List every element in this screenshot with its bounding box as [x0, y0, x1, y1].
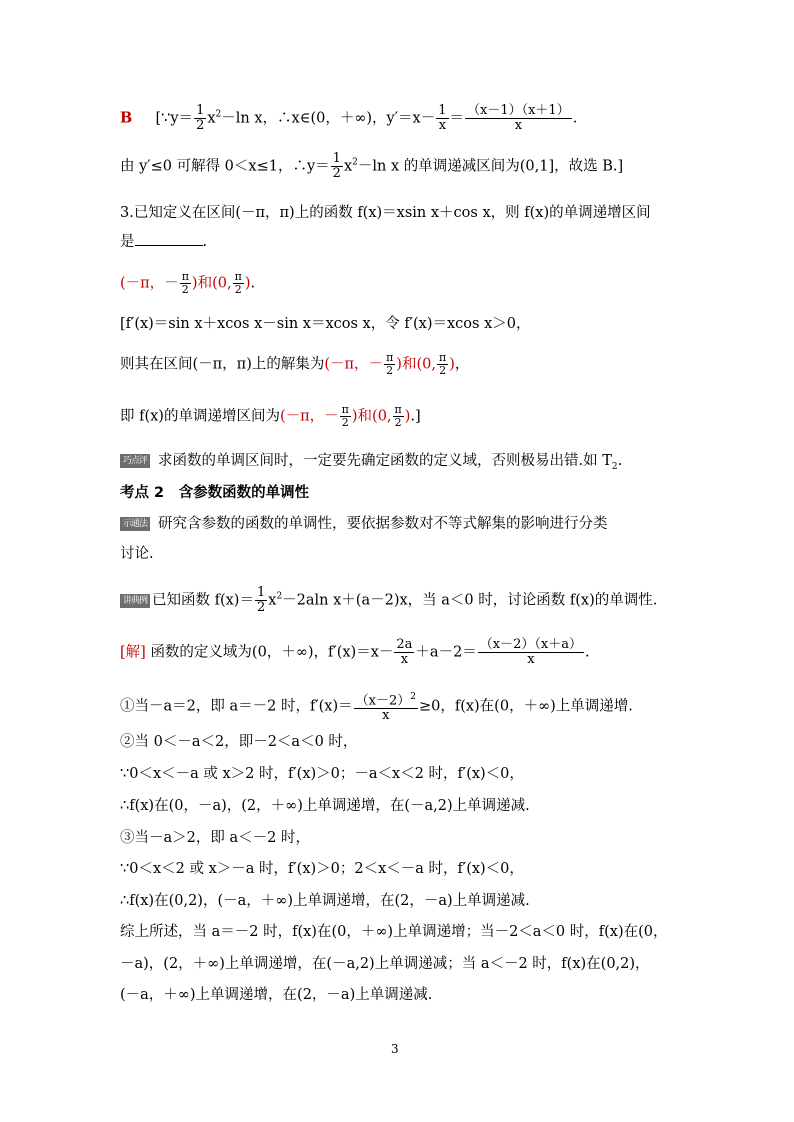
- text-run: ＝: [449, 110, 464, 127]
- denominator: 2: [437, 364, 448, 377]
- denominator: x: [465, 118, 572, 133]
- fraction-pi-over-2: [384, 352, 395, 377]
- text-run: .: [617, 453, 623, 469]
- exponent: 2: [410, 692, 416, 702]
- numerator: 1: [438, 103, 447, 118]
- exponent: 2: [276, 591, 283, 602]
- text-run: 函数的定义域为(0，＋∞)，f′(x)＝x－: [150, 644, 394, 661]
- text-run: .: [250, 275, 256, 292]
- case-3-line-2: ∵0＜x＜2 或 x＞－a 时，f′(x)＞0；2＜x＜－a 时，f′(x)＜0，: [120, 861, 524, 877]
- text-run: )和(0,: [396, 356, 436, 373]
- page-number: 3: [391, 1042, 399, 1056]
- method-line-1: [120, 515, 608, 533]
- numerator: 2a: [396, 637, 413, 652]
- numerator: π: [181, 270, 189, 283]
- text-run: 则其在区间(－π，π)上的解集为: [120, 356, 325, 373]
- denominator: 2: [196, 118, 205, 133]
- text-run: (－π，－: [120, 275, 179, 292]
- fraction-half: [255, 586, 267, 615]
- q3-stem-line-1: 3.已知定义在区间(－π，π)上的函数 f(x)＝xsin x＋cos x，则 f(x)的单调递增区间: [120, 205, 651, 221]
- text-run: 研究含参数的函数的单调性，要依据参数对不等式解集的影响进行分类: [158, 516, 608, 532]
- fraction-derivative: [465, 104, 572, 133]
- summary-line-1: 综上所述，当 a＝－2 时，f(x)在(0，＋∞)上单调递增；当－2＜a＜0 时，f(x)在(0，: [120, 924, 668, 940]
- q2-solution-line-1: [120, 104, 577, 133]
- fraction-pi-over-2: [393, 404, 404, 429]
- exponent: 2: [215, 109, 222, 120]
- q2-solution-line-2: [120, 152, 623, 181]
- denominator: 2: [180, 283, 191, 296]
- fraction-pi-over-2: [437, 352, 448, 377]
- solution-tag: [解]: [120, 644, 146, 661]
- case-3-line-3: ∴f(x)在(0,2)，(－a，＋∞)上单调递增，在(2，－a)上单调递减.: [120, 893, 530, 909]
- denominator: x: [354, 708, 418, 723]
- text-run: .: [572, 110, 578, 127]
- numerator: 1: [256, 585, 266, 600]
- example-line: [120, 586, 657, 615]
- text-run: 由 y′≤0 可解得 0＜x≤1，∴y＝: [120, 158, 330, 175]
- summary-line-3: (－a，＋∞)上单调递增，在(2，－a)上单调递减.: [120, 987, 433, 1003]
- numerator: （x－2）（x＋a）: [479, 637, 582, 652]
- text-run: (－π，－: [279, 408, 339, 425]
- solution-line-1: [120, 638, 590, 667]
- text-run: (－π，－: [324, 356, 384, 373]
- numerator: π: [386, 351, 394, 364]
- text-run: 求函数的单调区间时，一定要先确定函数的定义域，否则极易出错.如 T: [158, 453, 612, 469]
- method-badge-icon: 示通法: [120, 517, 150, 531]
- case-2-line-2: ∵0＜x＜－a 或 x＞2 时，f′(x)＞0；－a＜x＜2 时，f′(x)＜0，: [120, 766, 524, 782]
- answer-blank: [135, 233, 203, 246]
- text-run: 是: [120, 234, 135, 250]
- case-1-line: [120, 690, 633, 723]
- text-run: [∵y＝: [155, 110, 194, 127]
- text-run: )和(0,: [351, 408, 392, 425]
- q3-stem-line-2: [120, 233, 207, 251]
- denominator: x: [436, 118, 448, 133]
- fraction-one-over-x: [436, 104, 448, 133]
- numerator-text: （x－2）: [355, 693, 411, 709]
- q3-solution-line-2: [120, 352, 469, 377]
- method-line-2: 讨论.: [120, 546, 154, 562]
- numerator: π: [234, 270, 242, 283]
- denominator: 2: [256, 600, 266, 615]
- numerator: 1: [196, 103, 205, 118]
- text-run: ): [404, 408, 411, 425]
- text-run: .: [584, 644, 590, 661]
- text-run: －2aln x＋(a－2)x，当 a＜0 时，讨论函数 f(x)的单调性.: [282, 592, 658, 609]
- denominator: x: [394, 652, 414, 667]
- text-run: )和(0,: [191, 275, 232, 292]
- numerator: 1: [332, 151, 341, 166]
- summary-line-2: －a)，(2，＋∞)上单调递增，在(－a,2)上单调递减；当 a＜－2 时，f(x)在(0,2)，: [120, 956, 650, 972]
- case-2-line-1: ②当 0＜－a＜2，即－2＜a＜0 时，: [120, 734, 358, 750]
- denominator: 2: [384, 364, 395, 377]
- q2-answer: B: [120, 109, 133, 127]
- denominator: 2: [233, 283, 244, 296]
- text-run: .: [202, 234, 208, 250]
- comment-badge-icon: 巧点评: [120, 454, 150, 468]
- text-run: 即 f(x)的单调递增区间为: [120, 408, 280, 425]
- text-run: .]: [410, 408, 421, 425]
- text-run: x: [268, 592, 277, 609]
- denominator: 2: [393, 416, 404, 429]
- fraction-pi-over-2: [233, 271, 244, 296]
- numerator: [354, 690, 418, 708]
- section-heading: 考点 2 含参数函数的单调性: [120, 485, 310, 501]
- denominator: 2: [340, 416, 351, 429]
- numerator: π: [438, 351, 447, 364]
- fraction-half: [194, 104, 206, 133]
- fraction-2a-over-x: [394, 638, 414, 667]
- fraction-pi-over-2: [340, 404, 351, 429]
- numerator: （x－1）（x＋1）: [467, 103, 570, 118]
- text-run: ≥0，f(x)在(0，＋∞)上单调递增.: [418, 698, 633, 715]
- text-run: ＋a－2＝: [415, 644, 477, 661]
- denominator: 2: [332, 166, 341, 181]
- numerator: π: [394, 403, 402, 416]
- text-run: ①当－a＝2，即 a＝－2 时，f′(x)＝: [120, 698, 353, 715]
- fraction-squared: [354, 690, 418, 723]
- q3-solution-line-1: [f′(x)＝sin x＋xcos x－sin x＝xcos x，令 f′(x)＝xcos x＞0，: [120, 316, 531, 332]
- q3-answer: [120, 271, 255, 296]
- text-run: －ln x，∴x∈(0，＋∞)，y′＝x－: [221, 110, 436, 127]
- numerator: π: [341, 403, 349, 416]
- fraction-pi-over-2: [180, 271, 191, 296]
- text-run: x: [343, 158, 353, 175]
- text-run: ，: [454, 356, 470, 373]
- example-badge-icon: 讲典例: [120, 594, 150, 608]
- text-run: 已知函数 f(x)＝: [152, 592, 254, 609]
- text-run: ): [244, 275, 251, 292]
- comment-line: [120, 452, 622, 476]
- fraction-half: [331, 152, 343, 181]
- denominator: x: [478, 652, 584, 667]
- subscript: 2: [611, 461, 618, 472]
- text-run: ): [449, 356, 455, 373]
- case-2-line-3: ∴f(x)在(0，－a)，(2，＋∞)上单调递增，在(－a,2)上单调递减.: [120, 798, 530, 814]
- q3-solution-line-3: [120, 404, 421, 429]
- case-3-line-1: ③当－a＞2，即 a＜－2 时，: [120, 830, 310, 846]
- exponent: 2: [352, 157, 358, 168]
- text-run: x: [207, 110, 216, 127]
- fraction-derivative: [478, 638, 584, 667]
- text-run: －ln x 的单调递减区间为(0,1]，故选 B.]: [357, 158, 624, 175]
